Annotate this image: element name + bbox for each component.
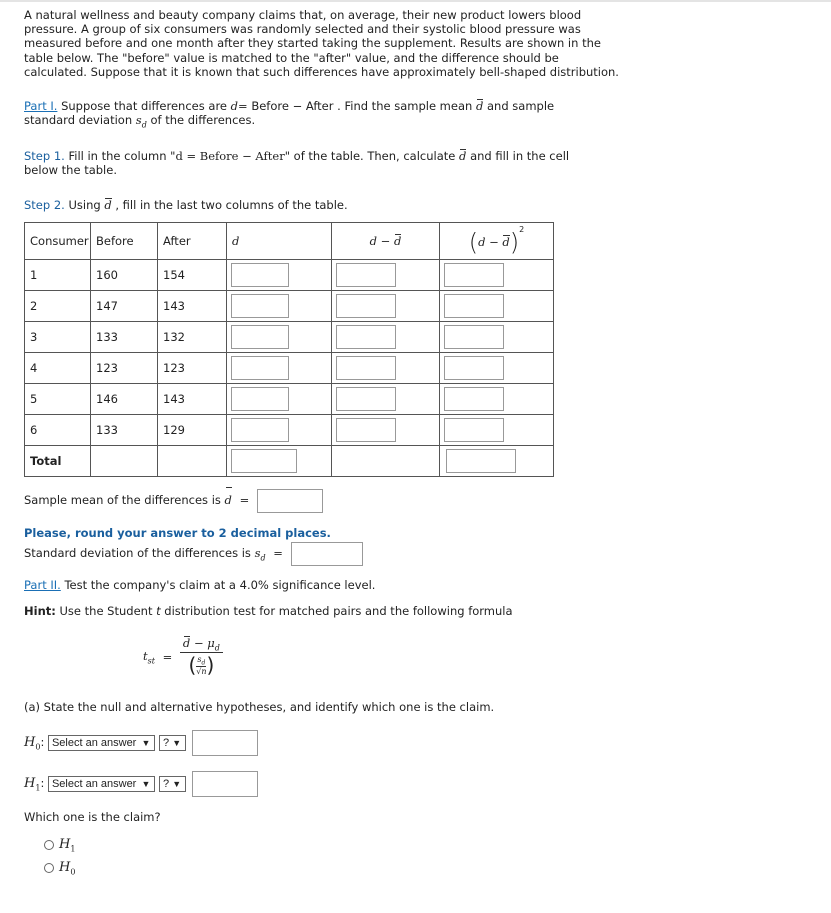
d-minus-dbar-input-6[interactable] [336,418,396,442]
data-table [24,222,554,477]
header-after: After [158,223,227,260]
radio-button[interactable] [44,863,54,873]
d-minus-dbar-input-1[interactable] [336,263,396,287]
squared-input-3[interactable] [444,325,504,349]
claim-question: Which one is the claim? [24,810,161,824]
squared-input-4[interactable] [444,356,504,380]
d-input-5[interactable] [231,387,289,411]
header-consumer: Consumer [25,223,91,260]
h1-value-input[interactable] [192,771,258,797]
sample-mean-input[interactable] [257,489,323,513]
claim-option-h0[interactable]: $H_0$ [44,860,75,879]
d-minus-dbar-input-3[interactable] [336,325,396,349]
t-statistic-formula: $t_{st}$ = $d - \mu_d$ ( $\frac{s_d}{√n}$ ) [143,636,223,677]
squared-total-input[interactable] [446,449,516,473]
table-row: 3 133 132 [25,322,554,353]
step2-label: Step 2. [24,198,65,212]
squared-input-1[interactable] [444,263,504,287]
squared-input-6[interactable] [444,418,504,442]
part1-label: Part I. [24,99,58,113]
d-minus-dbar-input-5[interactable] [336,387,396,411]
claim-option-h1[interactable]: $H_1$ [44,837,75,856]
part2-text: Part II. Test the company's claim at a 4.0% significance level. [24,578,376,592]
top-divider [0,0,831,2]
total-label: Total [25,446,91,477]
sample-mean-line: Sample mean of the differences is d = [24,487,323,513]
part-a-text: (a) State the null and alternative hypotheses, and identify which one is the claim. [24,700,495,714]
h0-operator-select[interactable]: ? ▼ [159,735,186,751]
std-dev-line: Standard deviation of the differences is $s_d$ = [24,540,363,571]
chevron-down-icon: ▼ [141,778,151,789]
table-row: 6 133 129 [25,415,554,446]
h0-value-input[interactable] [192,730,258,756]
squared-input-5[interactable] [444,387,504,411]
table-total-row [25,446,554,477]
header-before: Before [91,223,158,260]
problem-intro: A natural wellness and beauty company claims that, on average, their new product lowers blood pressure. A group of six consumers was randomly selected and their systolic blood pressure was measured before and one month after they started taking the supplement. Results are shown in the table below. The "before" value is matched to the "after" value, and the difference should be calculated. Suppose that it is known that such differences have approximately bell-shaped distribution. [24,8,619,79]
d-minus-dbar-input-4[interactable] [336,356,396,380]
h0-parameter-select[interactable]: Select an answer ▼ [48,735,155,751]
header-squared-diff: $(d - d)^2$ [440,223,554,260]
d-input-6[interactable] [231,418,289,442]
radio-button[interactable] [44,840,54,850]
h1-operator-select[interactable]: ? ▼ [159,776,186,792]
squared-input-2[interactable] [444,294,504,318]
step2-text: Step 2. Using d , fill in the last two columns of the table. [24,198,348,212]
table-row: 4 123 123 [25,353,554,384]
header-d: d [227,223,332,260]
header-d-minus-dbar: d − d [332,223,440,260]
step1-label: Step 1. [24,149,65,163]
table-row: 1 160 154 [25,260,554,291]
d-minus-dbar-input-2[interactable] [336,294,396,318]
d-total-input[interactable] [231,449,297,473]
d-input-3[interactable] [231,325,289,349]
std-dev-input[interactable] [291,542,363,566]
d-input-4[interactable] [231,356,289,380]
h1-parameter-select[interactable]: Select an answer ▼ [48,776,155,792]
d-input-1[interactable] [231,263,289,287]
round-note: Please, round your answer to 2 decimal places. [24,526,331,540]
h0-row: $H_0$: Select an answer ▼ ? ▼ [24,729,258,760]
table-row: 5 146 143 [25,384,554,415]
step1-text: Step 1. Fill in the column "d = Before − After" of the table. Then, calculate d and fill in the cell below the table. [24,149,570,177]
hint-text: Hint: Use the Student t distribution test for matched pairs and the following formula [24,604,513,618]
part2-label: Part II. [24,578,61,592]
chevron-down-icon: ▼ [172,778,182,789]
chevron-down-icon: ▼ [172,737,182,748]
h1-row: $H_1$: Select an answer ▼ ? ▼ [24,770,258,801]
part1-text: Part I. Suppose that differences are d= Before − After . Find the sample mean d and sample standard deviation $s_d$ of the differences. [24,99,555,130]
table-header-row [25,223,554,260]
table-row: 2 147 143 [25,291,554,322]
chevron-down-icon: ▼ [141,737,151,748]
d-input-2[interactable] [231,294,289,318]
